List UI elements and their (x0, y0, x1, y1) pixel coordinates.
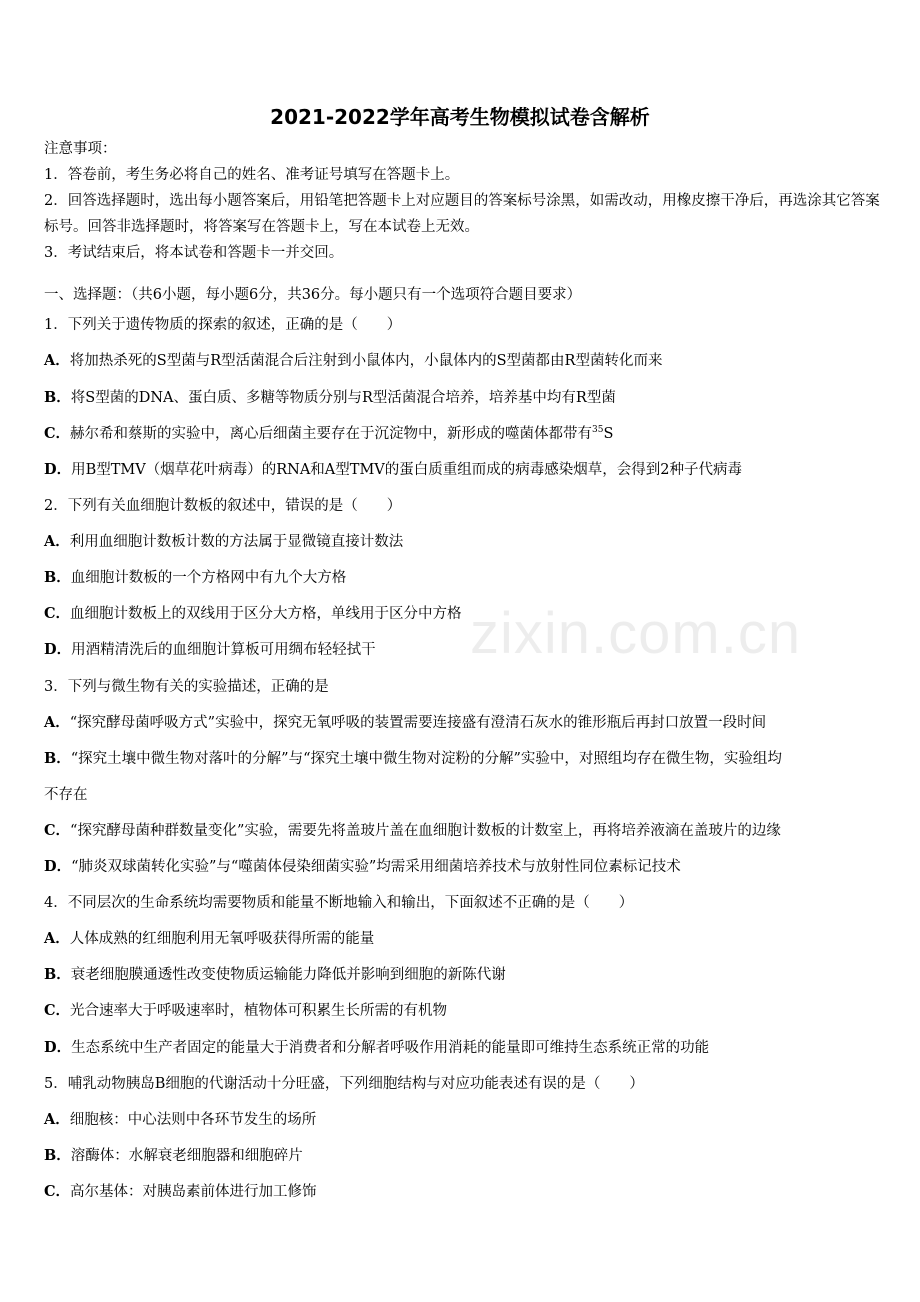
option-text: 细胞核：中心法则中各环节发生的场所 (69, 1112, 317, 1128)
option-text: 高尔基体：对胰岛素前体进行加工修饰 (70, 1184, 317, 1200)
option-letter: A． (44, 533, 70, 550)
option-line (44, 819, 781, 840)
option-text-tail: S (603, 426, 614, 442)
option-line (44, 566, 346, 587)
option-text: 人体成熟的红细胞利用无氧呼吸获得所需的能量 (69, 931, 375, 947)
option-text: “探究酵母菌呼吸方式”实验中，探究无氧呼吸的装置需要连接盛有澄清石灰水的锥形瓶后再封口放置一段时间 (69, 715, 767, 731)
option-text: 溶酶体：水解衰老细胞器和细胞碎片 (70, 1148, 303, 1164)
option-letter: C． (44, 1002, 71, 1019)
option-text: “肺炎双球菌转化实验”与“噬菌体侵染细菌实验”均需采用细菌培养技术与放射性同位素标记技术 (71, 859, 681, 875)
notes-heading: 注意事项： (44, 141, 117, 157)
isotope-superscript: 35 (592, 425, 604, 436)
option-letter: B． (44, 966, 71, 983)
option-text: 将S型菌的DNA、蛋白质、多糖等物质分别与R型活菌混合培养，培养基中均有R型菌 (70, 390, 616, 406)
notes-block (44, 136, 884, 266)
option-line (44, 1144, 303, 1165)
option-line (44, 963, 506, 984)
option-letter: A． (44, 352, 70, 369)
option-letter: D． (44, 858, 72, 875)
option-line (44, 530, 403, 551)
option-text: 光合速率大于呼吸速率时，植物体可积累生长所需的有机物 (70, 1003, 448, 1019)
watermark: zixin.com.cn (470, 601, 802, 666)
option-line (44, 927, 374, 948)
option-letter: D． (44, 1039, 72, 1056)
option-line (44, 855, 681, 876)
option-line (44, 638, 376, 659)
option-letter: C． (44, 1183, 71, 1200)
page-title: 2021-2022学年高考生物模拟试卷含解析 (270, 105, 650, 129)
option-continuation: 不存在 (44, 787, 88, 803)
option-line (44, 1180, 317, 1201)
option-text: “探究土壤中微生物对落叶的分解”与“探究土壤中微生物对淀粉的分解”实验中，对照组均存在微生物，实验组均 (70, 751, 782, 767)
question-stem: 4．不同层次的生命系统均需要物质和能量不断地输入和输出，下面叙述不正确的是（ ） (44, 895, 634, 911)
question-stem: 5．哺乳动物胰岛B细胞的代谢活动十分旺盛，下列细胞结构与对应功能表述有误的是（ ） (44, 1076, 644, 1092)
option-letter: B． (44, 750, 71, 767)
option-line (44, 386, 616, 407)
question-stem: 1．下列关于遗传物质的探索的叙述，正确的是（ ） (44, 317, 402, 333)
option-text: 赫尔希和蔡斯的实验中，离心后细菌主要存在于沉淀物中，新形成的噬菌体都带有 (70, 426, 593, 442)
option-line (44, 458, 742, 479)
option-letter: B． (44, 389, 71, 406)
option-letter: D． (44, 461, 72, 478)
option-text: 用B型TMV（烟草花叶病毒）的RNA和A型TMV的蛋白质重组而成的病毒感染烟草，会得到2种子代病毒 (71, 462, 742, 478)
option-line (44, 711, 766, 732)
option-text: “探究酵母菌种群数量变化”实验，需要先将盖玻片盖在血细胞计数板的计数室上，再将培养液滴在盖玻片的边缘 (70, 823, 781, 839)
option-text: 利用血细胞计数板计数的方法属于显微镜直接计数法 (69, 534, 404, 550)
option-letter: C． (44, 822, 71, 839)
question-stem: 3．下列与微生物有关的实验描述，正确的是 (44, 679, 329, 695)
question-stem: 2．下列有关血细胞计数板的叙述中，错误的是（ ） (44, 498, 402, 514)
notes-item: 3．考试结束后，将本试卷和答题卡一并交回。 (44, 245, 344, 261)
option-line (44, 747, 782, 768)
option-text: 将加热杀死的S型菌与R型活菌混合后注射到小鼠体内，小鼠体内的S型菌都由R型菌转化而来 (69, 353, 663, 369)
option-line (44, 1036, 709, 1057)
option-text: 用酒精清洗后的血细胞计算板可用绸布轻轻拭干 (71, 642, 376, 658)
option-text: 血细胞计数板的一个方格网中有九个大方格 (70, 570, 347, 586)
notes-item: 2．回答选择题时，选出每小题答案后，用铅笔把答题卡上对应题目的答案标号涂黑，如需改动，用橡皮擦干净后，再选涂其它答案标号。回答非选择题时，将答案写在答题卡上，写在本试卷上无效。 (44, 193, 880, 235)
option-line (44, 349, 662, 370)
option-text: 血细胞计数板上的双线用于区分大方格，单线用于区分中方格 (70, 606, 462, 622)
option-line (44, 999, 447, 1020)
option-letter: A． (44, 930, 70, 947)
option-letter: B． (44, 1147, 71, 1164)
option-letter: B． (44, 569, 71, 586)
option-letter: C． (44, 425, 71, 442)
option-line (44, 422, 613, 443)
option-line (44, 1108, 316, 1129)
section-heading: 一、选择题：（共6小题，每小题6分，共36分。每小题只有一个选项符合题目要求） (44, 287, 582, 303)
option-text: 衰老细胞膜通透性改变使物质运输能力降低并影响到细胞的新陈代谢 (70, 967, 506, 983)
option-letter: C． (44, 605, 71, 622)
option-letter: A． (44, 1111, 70, 1128)
option-letter: D． (44, 641, 72, 658)
option-text: 生态系统中生产者固定的能量大于消费者和分解者呼吸作用消耗的能量即可维持生态系统正常的功能 (71, 1040, 710, 1056)
option-line (44, 602, 462, 623)
option-letter: A． (44, 714, 70, 731)
notes-item: 1．答卷前，考生务必将自己的姓名、准考证号填写在答题卡上。 (44, 167, 460, 183)
